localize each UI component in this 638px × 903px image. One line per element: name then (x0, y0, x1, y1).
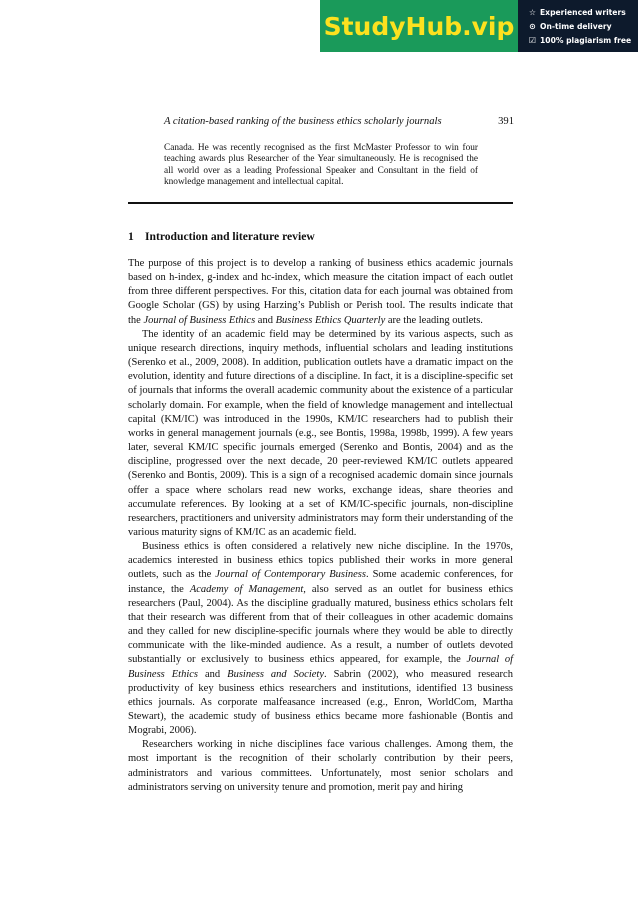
feature-item (528, 22, 638, 31)
text-run: Business ethics is often considered a relatively new niche discipline. In the 1970s, academics interested in business ethics topics published their works in more general outlets, such as the (128, 541, 513, 581)
feature-list (518, 0, 638, 52)
author-bio: Canada. He was recently recognised as the first McMaster Professor to win four teaching awards plus Researcher of the Year simultaneously. He is recognised the all world over as a leading Professional Speaker and Consultant in the field of knowledge management and intellectual capital. (164, 143, 478, 188)
section-heading (128, 230, 315, 243)
check-icon: ☑ (528, 35, 537, 45)
paragraph (128, 540, 513, 738)
ad-banner[interactable] (320, 0, 638, 52)
feature-item (528, 8, 638, 17)
feature-item (528, 36, 638, 45)
journal-name: Journal of Contemporary Business (215, 569, 366, 581)
running-header-title: A citation-based ranking of the business ethics scholarly journals (164, 116, 442, 127)
paragraph: The identity of an academic field may be determined by its various aspects, such as unique research directions, inquiry methods, influential scholars and leading institutions (Serenko et al., 2009, 2008). In addition, publication outlets have a dramatic impact on the evolution, identity and future directions of a discipline. In fact, it is a discipline-specific set of journals that informs the overall academic community about the existence of a particular scholarly domain. For example, when the field of knowledge management and intellectual capital (KM/IC) was introduced in the 1990s, KM/IC researchers had to publish their works in general management journals (e.g., see Bontis, 1998a, 1998b, 1999). A few years later, several KM/IC specific journals emerged (Serenko and Bontis, 2004) and as the discipline, progressed over the next decade, 20 peer-reviewed KM/IC outlets appeared (Serenko and Bontis, 2009). This is a sign of a recognised academic domain since journals offer a space where scholars read new works, exchange ideas, share theories and accumulate references. By looking at a set of KM/IC-specific journals, non-discipline researchers, practitioners and university administrators may form their understanding of the various maturity signs of KM/IC as an academic field. (128, 328, 513, 538)
text-run: . Some academic conferences, for instance, the (128, 569, 513, 595)
page-number: 391 (498, 116, 514, 127)
body-text (128, 257, 513, 795)
text-run: The purpose of this project is to develop a ranking of business ethics academic journals based on h-index, g-index and hc-index, which measure the citation impact of each outlet from three different perspectives. For this, citation data for each journal was obtained from Google Scholar (GS) by using Harzing’s Publish or Perish tool. The results indicate that the (128, 258, 513, 326)
text-run: and (198, 668, 228, 680)
divider (128, 202, 513, 204)
paragraph (128, 257, 513, 328)
journal-name: Business Ethics Quarterly (275, 314, 386, 326)
text-run: . Sabrin (2002), who measured research productivity of key business ethics researchers and institutions, identified 13 business ethics journals. As corporate malfeasance increased (e.g., Enron, WorldCom, Martha Stewart), the academic study of business ethics became more fashionable (Bontis and Mograbi, 2006). (128, 668, 513, 737)
brand-logo[interactable]: StudyHub.vip (320, 0, 518, 52)
feature-label: 100% plagiarism free (540, 35, 632, 45)
section-title: Introduction and literature review (145, 230, 315, 243)
section-number: 1 (128, 230, 134, 243)
journal-name: Business and Society (227, 668, 324, 680)
star-icon: ☆ (528, 7, 537, 17)
text-run: and (255, 314, 276, 326)
paragraph: Researchers working in niche disciplines face various challenges. Among them, the most important is the recognition of their scholarly contribution by their peers, administrators and various committees. Unfortunately, most senior scholars and administrators serving on university tenure and promotion, merit pay and hiring (128, 739, 513, 793)
clock-icon: ⊙ (529, 21, 536, 31)
journal-name: Journal of Business Ethics (143, 314, 256, 326)
feature-label: On-time delivery (540, 21, 612, 31)
feature-label: Experienced writers (540, 7, 626, 17)
running-header (164, 116, 514, 127)
text-run: are the leading outlets. (385, 314, 483, 326)
text-run: , also served as an outlet for business ethics researchers (Paul, 2004). As the discipline gradually matured, business ethics scholars felt that their research was different from that of their colleagues in other academic domains and they called for new discipline-specific journals where they would be able to directly communicate with the like-minded audience. As a result, a number of outlets devoted substantially or exclusively to business ethics appeared, for example, the (128, 583, 513, 666)
journal-name: Journal of Business Ethics (128, 654, 513, 680)
conference-name: Academy of Management (189, 583, 304, 595)
